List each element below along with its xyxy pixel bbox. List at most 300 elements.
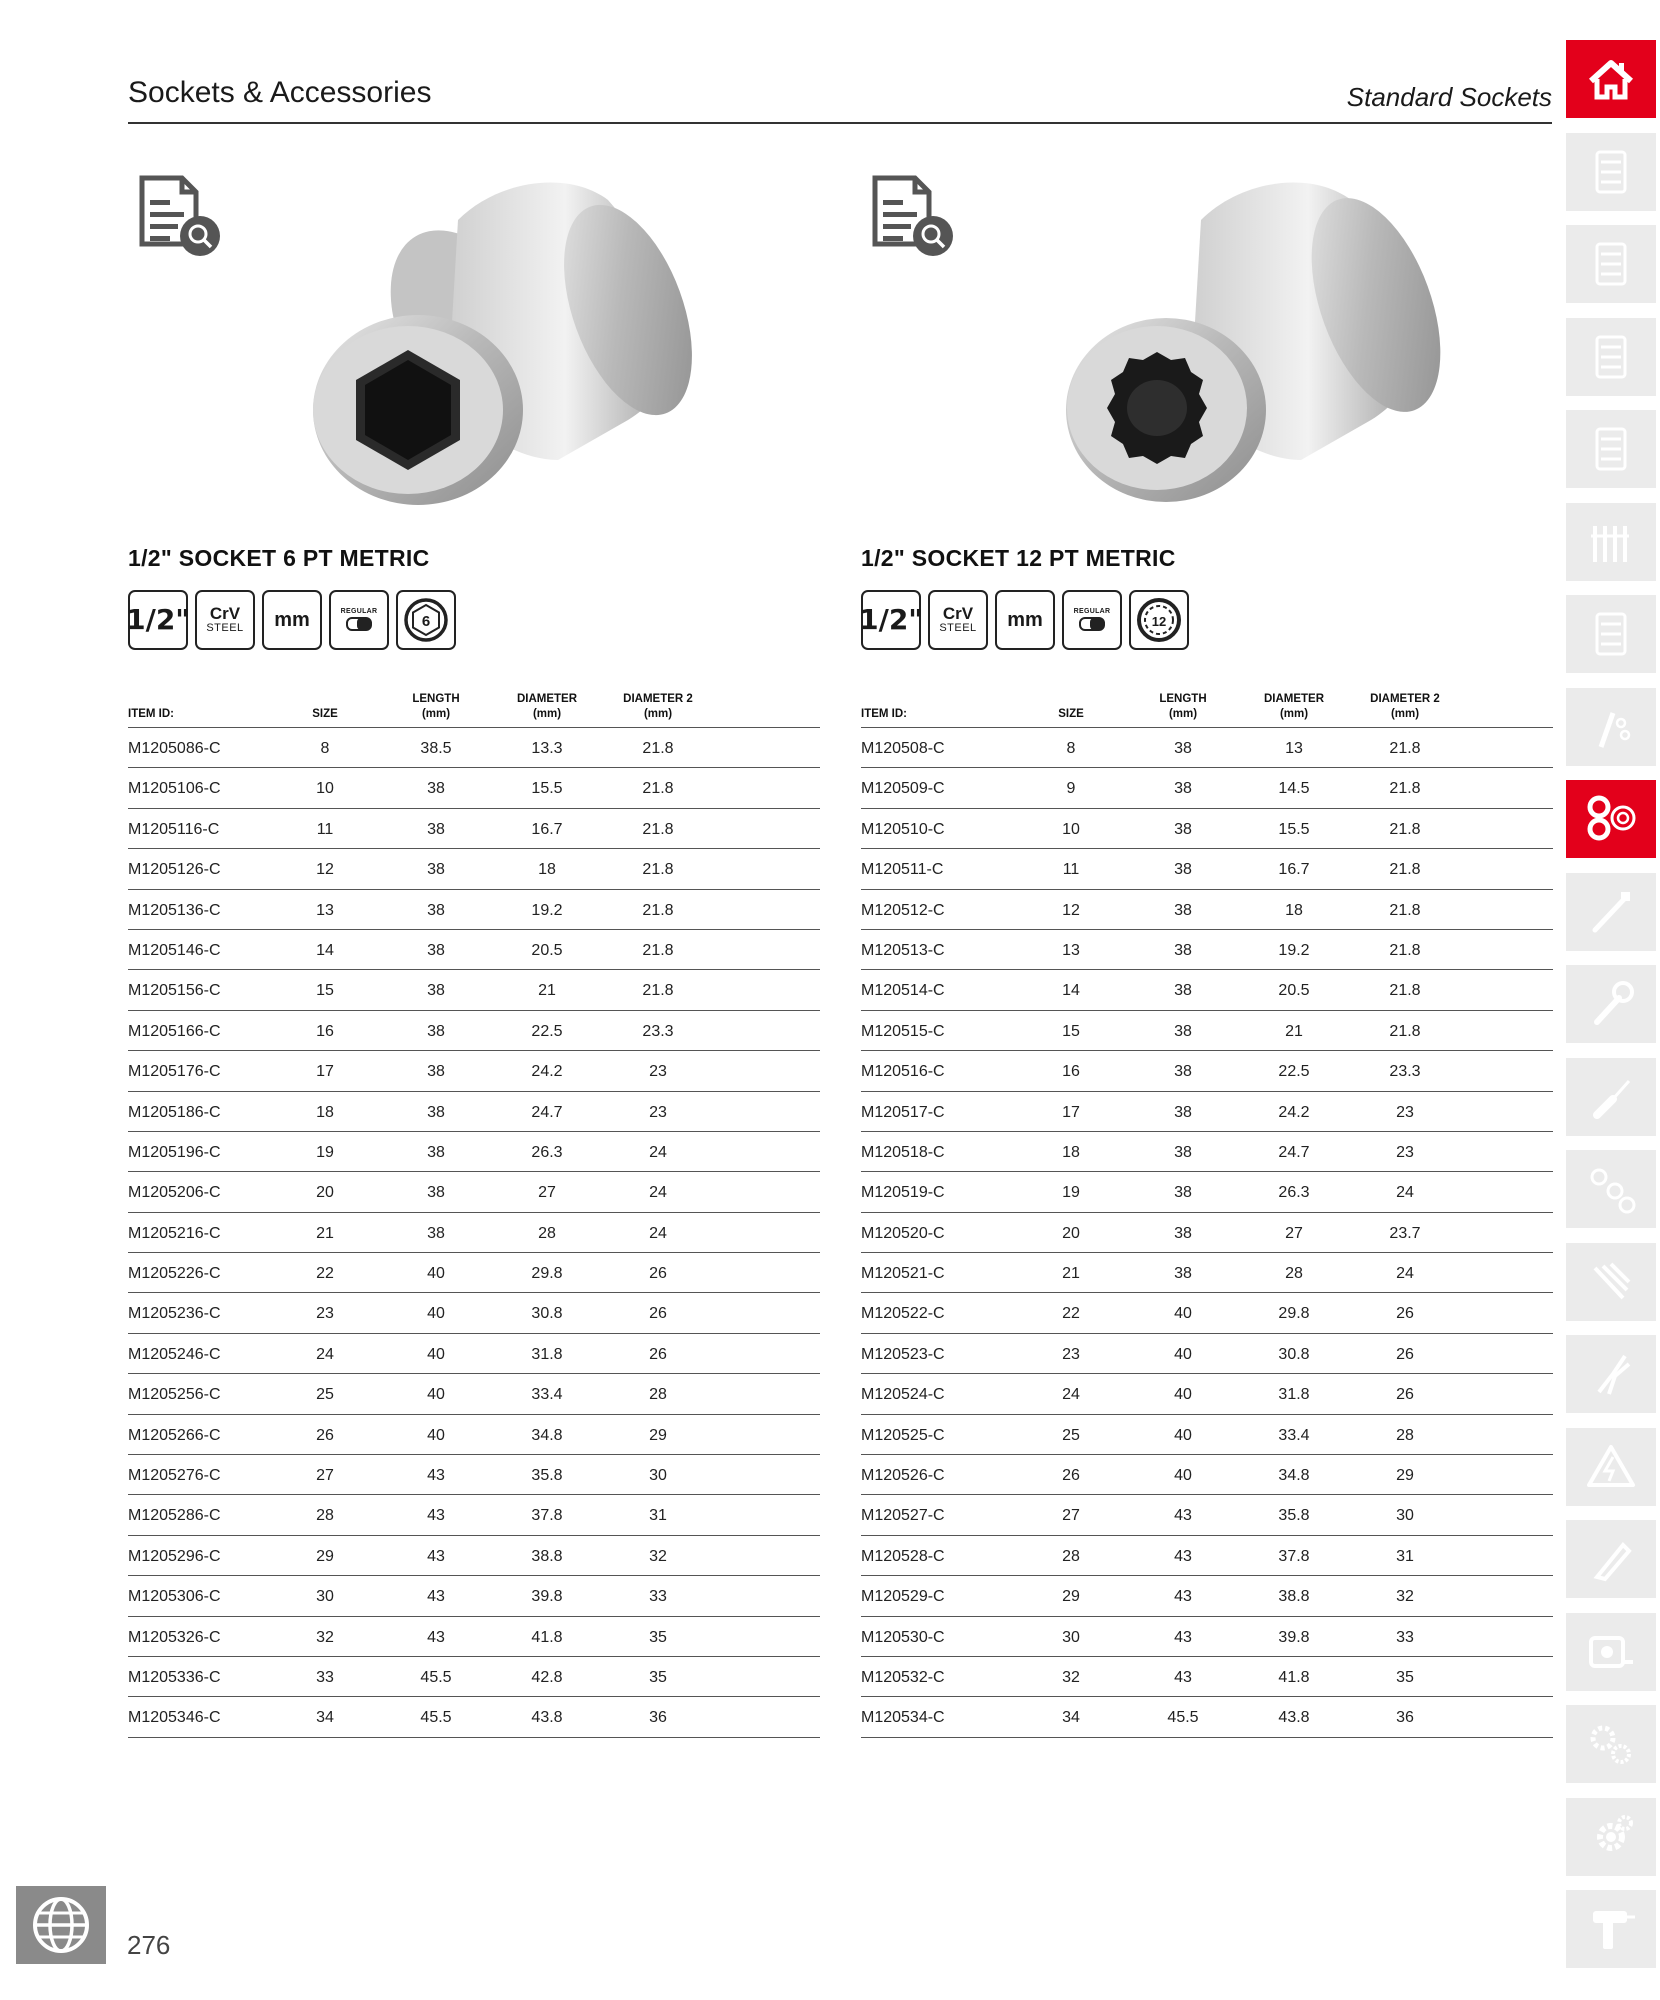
sidebar-item-pliers[interactable] xyxy=(1566,1335,1656,1413)
size-cell: 12 xyxy=(1062,901,1080,919)
diameter-cell: 34.8 xyxy=(531,1426,563,1444)
item-id-cell: M120518-C xyxy=(861,1143,945,1161)
diameter-cell: 31.8 xyxy=(1278,1386,1310,1404)
diameter-2-cell: 26 xyxy=(1396,1305,1414,1323)
size-cell: 17 xyxy=(1062,1103,1080,1121)
sidebar-item-utility-knife[interactable] xyxy=(1566,1520,1656,1598)
length-cell: 40 xyxy=(427,1265,445,1283)
diameter-cell: 39.8 xyxy=(1278,1628,1310,1646)
item-id-cell: M1205326-C xyxy=(128,1628,221,1646)
item-id-cell: M1205306-C xyxy=(128,1588,221,1606)
diameter-cell: 18 xyxy=(1285,901,1303,919)
regular-socket-icon xyxy=(1077,615,1107,633)
wrench-icon xyxy=(1583,976,1639,1032)
size-cell: 15 xyxy=(316,982,334,1000)
table-row xyxy=(128,1172,820,1212)
size-cell: 13 xyxy=(1062,941,1080,959)
diameter-2-cell: 21.8 xyxy=(642,941,674,959)
diameter-cell: 28 xyxy=(538,1224,556,1242)
tool-board-icon xyxy=(1583,236,1639,292)
extension-bar-icon xyxy=(1583,884,1639,940)
sidebar-item-screwdriver[interactable] xyxy=(1566,1058,1656,1136)
item-id-cell: M1205276-C xyxy=(128,1467,221,1485)
table-row xyxy=(128,1293,820,1333)
size-cell: 34 xyxy=(316,1709,334,1727)
size-cell: 13 xyxy=(316,901,334,919)
table-row xyxy=(128,1334,820,1374)
diameter-cell: 35.8 xyxy=(531,1467,563,1485)
size-cell: 25 xyxy=(1062,1426,1080,1444)
diameter-2-cell: 21.8 xyxy=(642,820,674,838)
size-cell: 26 xyxy=(1062,1467,1080,1485)
diameter-cell: 33.4 xyxy=(1278,1426,1310,1444)
size-cell: 30 xyxy=(1062,1628,1080,1646)
diameter-cell: 24.7 xyxy=(1278,1143,1310,1161)
table-row xyxy=(861,1455,1553,1495)
diameter-2-cell: 24 xyxy=(1396,1184,1414,1202)
item-id-cell: M120517-C xyxy=(861,1103,945,1121)
table-row xyxy=(861,1374,1553,1414)
diameter-2-cell: 26 xyxy=(1396,1345,1414,1363)
table-row xyxy=(128,1253,820,1293)
size-cell: 19 xyxy=(1062,1184,1080,1202)
length-cell: 45.5 xyxy=(420,1709,452,1727)
tool-trolley-icon xyxy=(1583,606,1639,662)
diameter-cell: 43.8 xyxy=(531,1709,563,1727)
table-row xyxy=(128,1092,820,1132)
diameter-2-cell: 24 xyxy=(649,1184,667,1202)
size-cell: 29 xyxy=(316,1547,334,1565)
diameter-2-cell: 21.8 xyxy=(1389,941,1421,959)
diameter-cell: 21 xyxy=(538,982,556,1000)
metric-badge: mm xyxy=(262,590,322,650)
metric-badge: mm xyxy=(995,590,1055,650)
sidebar-item-hand-tools[interactable] xyxy=(1566,503,1656,581)
sockets-icon xyxy=(1583,791,1639,847)
section-title: Standard Sockets xyxy=(1346,82,1552,112)
table-row xyxy=(128,930,820,970)
item-id-cell: M1205136-C xyxy=(128,901,221,919)
size-cell: 15 xyxy=(1062,1022,1080,1040)
item-id-cell: M120534-C xyxy=(861,1709,945,1727)
size-cell: 24 xyxy=(316,1345,334,1363)
sidebar-item-tape-measure[interactable] xyxy=(1566,1613,1656,1691)
table-row xyxy=(861,809,1553,849)
length-cell: 38 xyxy=(1174,1265,1192,1283)
length-cell: 38 xyxy=(1174,820,1192,838)
size-cell: 28 xyxy=(316,1507,334,1525)
sidebar-item-hex-keys[interactable] xyxy=(1566,1243,1656,1321)
diameter-cell: 26.3 xyxy=(1278,1184,1310,1202)
sidebar-item-tool-board[interactable] xyxy=(1566,225,1656,303)
length-cell: 38 xyxy=(1174,861,1192,879)
item-id-cell: M120523-C xyxy=(861,1345,945,1363)
diameter-cell: 37.8 xyxy=(1278,1547,1310,1565)
hex-keys-icon xyxy=(1583,1254,1639,1310)
sidebar-item-tool-panel[interactable] xyxy=(1566,410,1656,488)
size-cell: 22 xyxy=(316,1265,334,1283)
diameter-cell: 21 xyxy=(1285,1022,1303,1040)
spec-badges xyxy=(861,590,1189,650)
sidebar-item-drill[interactable] xyxy=(1566,1890,1656,1968)
length-cell: 38 xyxy=(427,941,445,959)
table-row xyxy=(861,1011,1553,1051)
drive-size-badge: 1/2" xyxy=(861,590,921,650)
diameter-2-cell: 35 xyxy=(649,1628,667,1646)
length-cell: 43 xyxy=(427,1467,445,1485)
item-id-cell: M120526-C xyxy=(861,1467,945,1485)
diameter-2-cell: 35 xyxy=(649,1668,667,1686)
item-id-cell: M120521-C xyxy=(861,1265,945,1283)
diameter-2-cell: 36 xyxy=(649,1709,667,1727)
globe-icon xyxy=(31,1895,91,1955)
size-cell: 23 xyxy=(1062,1345,1080,1363)
table-header xyxy=(128,690,820,728)
size-cell: 19 xyxy=(316,1143,334,1161)
item-id-cell: M120524-C xyxy=(861,1386,945,1404)
length-cell: 40 xyxy=(1174,1426,1192,1444)
ratchet-icon xyxy=(1583,699,1639,755)
table-row xyxy=(128,1051,820,1091)
item-id-cell: M120519-C xyxy=(861,1184,945,1202)
drill-icon xyxy=(1583,1901,1639,1957)
size-cell: 17 xyxy=(316,1063,334,1081)
diameter-2-cell: 28 xyxy=(1396,1426,1414,1444)
table-row xyxy=(861,1172,1553,1212)
regular-length-badge: REGULAR xyxy=(329,590,389,650)
diameter-2-cell: 21.8 xyxy=(1389,901,1421,919)
header-divider xyxy=(128,122,1552,124)
size-cell: 11 xyxy=(316,820,334,838)
item-id-cell: M120530-C xyxy=(861,1628,945,1646)
length-cell: 43 xyxy=(1174,1628,1192,1646)
table-row xyxy=(861,1697,1553,1737)
col-header-size: SIZE xyxy=(1058,708,1084,721)
col-header-diameter-2: DIAMETER 2 (mm) xyxy=(623,692,693,721)
size-cell: 10 xyxy=(316,780,334,798)
hand-tools-icon xyxy=(1583,514,1639,570)
col-header-diameter: DIAMETER (mm) xyxy=(516,692,578,721)
page-title: Sockets & Accessories xyxy=(128,76,432,109)
datasheet-search-icon[interactable] xyxy=(867,170,957,260)
item-id-cell: M1205296-C xyxy=(128,1547,221,1565)
diameter-2-cell: 23.3 xyxy=(1389,1063,1421,1081)
item-id-cell: M120522-C xyxy=(861,1305,945,1323)
col-header-length: LENGTH (mm) xyxy=(1159,692,1207,721)
col-header-size: SIZE xyxy=(312,708,338,721)
size-cell: 27 xyxy=(1062,1507,1080,1525)
item-id-cell: M1205226-C xyxy=(128,1265,221,1283)
crv-steel-badge: CrV STEEL xyxy=(195,590,255,650)
length-cell: 43 xyxy=(1174,1588,1192,1606)
item-id-cell: M1205286-C xyxy=(128,1507,221,1525)
diameter-2-cell: 26 xyxy=(649,1305,667,1323)
item-id-cell: M1205196-C xyxy=(128,1143,221,1161)
table-row xyxy=(861,1293,1553,1333)
diameter-2-cell: 21.8 xyxy=(1389,982,1421,1000)
diameter-2-cell: 23 xyxy=(1396,1143,1414,1161)
diameter-2-cell: 31 xyxy=(649,1507,667,1525)
sidebar-item-bits[interactable] xyxy=(1566,1150,1656,1228)
item-id-cell: M120515-C xyxy=(861,1022,945,1040)
length-cell: 40 xyxy=(427,1305,445,1323)
length-cell: 38 xyxy=(427,1224,445,1242)
diameter-2-cell: 24 xyxy=(649,1224,667,1242)
sidebar-item-gears-chain[interactable] xyxy=(1566,1705,1656,1783)
diameter-2-cell: 26 xyxy=(649,1265,667,1283)
table-row xyxy=(128,1495,820,1535)
sidebar-item-tool-chest[interactable] xyxy=(1566,318,1656,396)
size-cell: 33 xyxy=(316,1668,334,1686)
item-id-cell: M120510-C xyxy=(861,820,945,838)
diameter-cell: 43.8 xyxy=(1278,1709,1310,1727)
diameter-cell: 33.4 xyxy=(531,1386,563,1404)
diameter-2-cell: 36 xyxy=(1396,1709,1414,1727)
item-id-cell: M1205246-C xyxy=(128,1345,221,1363)
diameter-2-cell: 29 xyxy=(1396,1467,1414,1485)
length-cell: 40 xyxy=(1174,1305,1192,1323)
diameter-2-cell: 33 xyxy=(1396,1628,1414,1646)
size-cell: 32 xyxy=(316,1628,334,1646)
tool-cabinet-icon xyxy=(1583,144,1639,200)
table-row xyxy=(128,1213,820,1253)
drive-size-badge: 1/2" xyxy=(128,590,188,650)
item-id-cell: M1205236-C xyxy=(128,1305,221,1323)
diameter-cell: 16.7 xyxy=(1278,861,1310,879)
item-id-cell: M120528-C xyxy=(861,1547,945,1565)
table-row xyxy=(128,1697,820,1737)
diameter-cell: 22.5 xyxy=(531,1022,563,1040)
diameter-2-cell: 21.8 xyxy=(1389,740,1421,757)
size-cell: 16 xyxy=(316,1022,334,1040)
size-cell: 18 xyxy=(1062,1143,1080,1161)
size-cell: 8 xyxy=(320,740,330,757)
spec-badges xyxy=(128,590,456,650)
length-cell: 43 xyxy=(427,1588,445,1606)
diameter-2-cell: 31 xyxy=(1396,1547,1414,1565)
size-cell: 34 xyxy=(1062,1709,1080,1727)
page-number: 276 xyxy=(127,1930,171,1960)
sidebar-item-home[interactable] xyxy=(1566,40,1656,118)
diameter-cell: 30.8 xyxy=(1278,1345,1310,1363)
product-title: 1/2" SOCKET 6 PT METRIC xyxy=(128,545,430,571)
length-cell: 38 xyxy=(1174,780,1192,798)
diameter-cell: 39.8 xyxy=(531,1588,563,1606)
size-cell: 23 xyxy=(316,1305,334,1323)
table-row xyxy=(861,1253,1553,1293)
diameter-cell: 26.3 xyxy=(531,1143,563,1161)
length-cell: 38 xyxy=(1174,1143,1192,1161)
table-row xyxy=(128,890,820,930)
diameter-2-cell: 21.8 xyxy=(642,740,674,757)
length-cell: 38 xyxy=(1174,1022,1192,1040)
diameter-cell: 19.2 xyxy=(531,901,563,919)
socket-12pt-image xyxy=(981,160,1461,520)
regular-socket-icon xyxy=(344,615,374,633)
table-row xyxy=(861,930,1553,970)
length-cell: 43 xyxy=(1174,1547,1192,1565)
size-cell: 9 xyxy=(1066,780,1076,798)
table-row xyxy=(128,1374,820,1414)
diameter-cell: 34.8 xyxy=(1278,1467,1310,1485)
item-id-cell: M120527-C xyxy=(861,1507,945,1525)
sidebar-item-tool-cabinet[interactable] xyxy=(1566,133,1656,211)
length-cell: 43 xyxy=(427,1507,445,1525)
col-header-item: ITEM ID: xyxy=(128,708,174,721)
length-cell: 38 xyxy=(427,1063,445,1081)
datasheet-search-icon[interactable] xyxy=(134,170,224,260)
table-row xyxy=(861,1415,1553,1455)
length-cell: 38 xyxy=(1174,1103,1192,1121)
sidebar-item-tool-trolley[interactable] xyxy=(1566,595,1656,673)
diameter-cell: 13.3 xyxy=(531,740,563,757)
length-cell: 38.5 xyxy=(420,740,452,757)
diameter-cell: 28 xyxy=(1285,1265,1303,1283)
table-header xyxy=(861,690,1553,728)
diameter-cell: 42.8 xyxy=(531,1668,563,1686)
diameter-2-cell: 30 xyxy=(1396,1507,1414,1525)
table-row xyxy=(861,1536,1553,1576)
length-cell: 40 xyxy=(1174,1386,1192,1404)
spec-table xyxy=(128,690,820,1738)
sidebar-item-electrical-warning[interactable] xyxy=(1566,1428,1656,1506)
diameter-cell: 24.2 xyxy=(531,1063,563,1081)
diameter-cell: 27 xyxy=(1285,1224,1303,1242)
diameter-2-cell: 35 xyxy=(1396,1668,1414,1686)
diameter-cell: 19.2 xyxy=(1278,941,1310,959)
length-cell: 38 xyxy=(1174,1063,1192,1081)
diameter-2-cell: 21.8 xyxy=(642,861,674,879)
length-cell: 38 xyxy=(427,780,445,798)
diameter-2-cell: 30 xyxy=(649,1467,667,1485)
length-cell: 38 xyxy=(1174,982,1192,1000)
tape-measure-icon xyxy=(1583,1624,1639,1680)
size-cell: 20 xyxy=(1062,1224,1080,1242)
item-id-cell: M1205336-C xyxy=(128,1668,221,1686)
length-cell: 40 xyxy=(1174,1345,1192,1363)
col-header-diameter: DIAMETER (mm) xyxy=(1263,692,1325,721)
size-cell: 12 xyxy=(316,861,334,879)
point-count-badge: 6 xyxy=(396,590,456,650)
diameter-2-cell: 26 xyxy=(1396,1386,1414,1404)
table-row xyxy=(861,728,1553,768)
tool-panel-icon xyxy=(1583,421,1639,477)
size-cell: 32 xyxy=(1062,1668,1080,1686)
diameter-2-cell: 24 xyxy=(649,1143,667,1161)
diameter-cell: 20.5 xyxy=(531,941,563,959)
item-id-cell: M120511-C xyxy=(861,861,944,879)
table-row xyxy=(861,1657,1553,1697)
diameter-cell: 22.5 xyxy=(1278,1063,1310,1081)
diameter-2-cell: 32 xyxy=(1396,1588,1414,1606)
table-row xyxy=(128,1011,820,1051)
diameter-cell: 29.8 xyxy=(531,1265,563,1283)
table-row xyxy=(128,1132,820,1172)
table-row xyxy=(861,1334,1553,1374)
diameter-cell: 27 xyxy=(538,1184,556,1202)
sidebar-item-sockets[interactable] xyxy=(1566,780,1656,858)
length-cell: 38 xyxy=(427,820,445,838)
length-cell: 45.5 xyxy=(1167,1709,1199,1727)
utility-knife-icon xyxy=(1583,1531,1639,1587)
size-cell: 24 xyxy=(1062,1386,1080,1404)
diameter-2-cell: 29 xyxy=(649,1426,667,1444)
length-cell: 43 xyxy=(427,1628,445,1646)
diameter-cell: 38.8 xyxy=(531,1547,563,1565)
diameter-cell: 14.5 xyxy=(1278,780,1310,798)
diameter-cell: 13 xyxy=(1285,740,1303,757)
gear-icon xyxy=(1583,1809,1639,1865)
gears-chain-icon xyxy=(1583,1716,1639,1772)
length-cell: 38 xyxy=(1174,1184,1192,1202)
table-row xyxy=(128,728,820,768)
sidebar-item-gear[interactable] xyxy=(1566,1798,1656,1876)
item-id-cell: M1205216-C xyxy=(128,1224,221,1242)
item-id-cell: M120516-C xyxy=(861,1063,945,1081)
screwdriver-icon xyxy=(1583,1069,1639,1125)
diameter-2-cell: 21.8 xyxy=(642,982,674,1000)
electrical-warning-icon xyxy=(1583,1439,1639,1495)
length-cell: 38 xyxy=(427,861,445,879)
length-cell: 38 xyxy=(427,1022,445,1040)
length-cell: 40 xyxy=(427,1386,445,1404)
diameter-2-cell: 21.8 xyxy=(1389,1022,1421,1040)
length-cell: 43 xyxy=(1174,1668,1192,1686)
length-cell: 38 xyxy=(427,1184,445,1202)
item-id-cell: M1205256-C xyxy=(128,1386,221,1404)
diameter-2-cell: 21.8 xyxy=(642,901,674,919)
table-row xyxy=(861,970,1553,1010)
diameter-2-cell: 23.7 xyxy=(1389,1224,1421,1242)
table-row xyxy=(861,768,1553,808)
table-row xyxy=(128,970,820,1010)
length-cell: 38 xyxy=(427,901,445,919)
globe-button[interactable] xyxy=(16,1886,106,1964)
diameter-cell: 31.8 xyxy=(531,1345,563,1363)
length-cell: 38 xyxy=(427,982,445,1000)
length-cell: 40 xyxy=(427,1345,445,1363)
diameter-cell: 37.8 xyxy=(531,1507,563,1525)
table-row xyxy=(861,1051,1553,1091)
diameter-2-cell: 33 xyxy=(649,1588,667,1606)
item-id-cell: M120509-C xyxy=(861,780,945,798)
table-row xyxy=(128,1455,820,1495)
size-cell: 26 xyxy=(316,1426,334,1444)
length-cell: 40 xyxy=(427,1426,445,1444)
table-row xyxy=(128,1576,820,1616)
diameter-2-cell: 21.8 xyxy=(1389,820,1421,838)
sidebar-item-extension-bar[interactable] xyxy=(1566,873,1656,951)
item-id-cell: M1205126-C xyxy=(128,861,221,879)
item-id-cell: M120529-C xyxy=(861,1588,945,1606)
product-title: 1/2" SOCKET 12 PT METRIC xyxy=(861,545,1176,571)
table-row xyxy=(128,1415,820,1455)
diameter-2-cell: 23.3 xyxy=(642,1022,674,1040)
col-header-item: ITEM ID: xyxy=(861,708,907,721)
table-row xyxy=(861,1617,1553,1657)
diameter-cell: 15.5 xyxy=(531,780,563,798)
item-id-cell: M120514-C xyxy=(861,982,945,1000)
col-header-diameter-2: DIAMETER 2 (mm) xyxy=(1370,692,1440,721)
size-cell: 11 xyxy=(1062,861,1080,879)
size-cell: 14 xyxy=(1062,982,1080,1000)
diameter-cell: 30.8 xyxy=(531,1305,563,1323)
sidebar-item-ratchet[interactable] xyxy=(1566,688,1656,766)
table-row xyxy=(128,849,820,889)
diameter-cell: 20.5 xyxy=(1278,982,1310,1000)
pliers-icon xyxy=(1583,1346,1639,1402)
sidebar-item-wrench[interactable] xyxy=(1566,965,1656,1043)
